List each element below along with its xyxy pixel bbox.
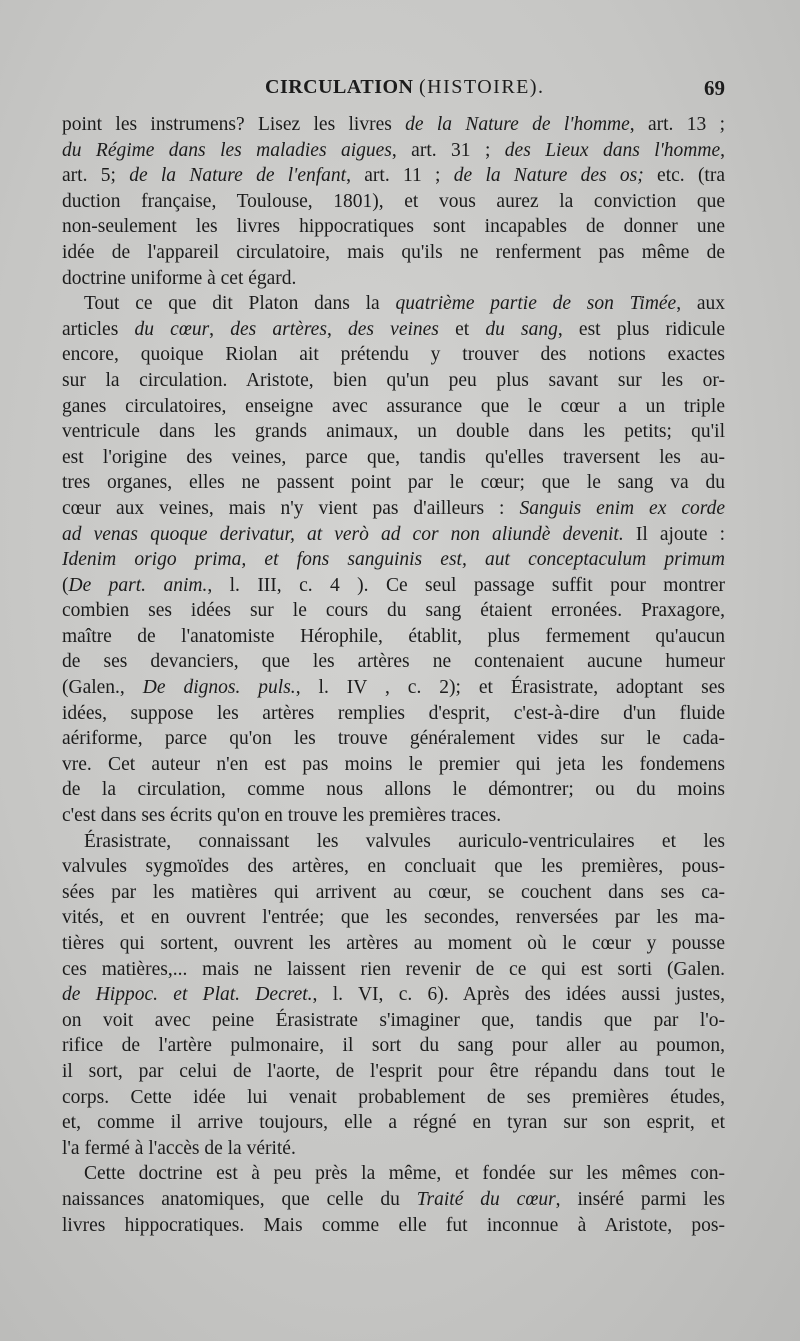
text-run: , l. IV , c. 2); et Érasistrate, adoptant ses: [295, 677, 725, 699]
text-run: , l. VI, c. 6). Après des idées aussi justes,: [312, 984, 725, 1006]
text-line: [62, 112, 725, 138]
italic-text: des Lieux dans l'homme: [504, 139, 721, 161]
text-run: idées, suppose les artères remplies d'esprit, c'est-à-dire d'un fluide: [62, 702, 725, 724]
text-line: [62, 1110, 725, 1136]
text-run: art. 5;: [62, 165, 130, 187]
running-title-subtitle: (HISTOIRE).: [418, 76, 545, 98]
text-line: [62, 317, 725, 343]
text-run: , art. 31 ;: [391, 139, 505, 161]
text-run: tres organes, elles ne passent point par le cœur; que le sang va du: [62, 472, 725, 494]
text-line: [62, 675, 725, 701]
text-run: vre. Cet auteur n'en est pas moins le premier qui jeta les fondemens: [62, 753, 725, 775]
text-run: livres hippocratiques. Mais comme elle fut inconnue à Aristote, pos-: [62, 1214, 725, 1236]
text-run: idée de l'appareil circulatoire, mais qu'ils ne renferment pas même de: [62, 241, 725, 263]
text-run: sées par les matières qui arrivent au cœur, se couchent dans ses ca-: [62, 881, 725, 903]
text-run: est l'origine des veines, parce que, tandis qu'elles traversent les au-: [62, 446, 725, 468]
text-line: [62, 138, 725, 164]
italic-text: Idenim origo prima, et fons sanguinis est, aut conceptaculum primum: [62, 549, 725, 571]
text-line: [62, 266, 725, 292]
italic-text: de la Nature de l'enfant: [129, 165, 347, 187]
italic-text: des artères: [230, 318, 327, 340]
text-run: Érasistrate, connaissant les valvules auriculo-ventriculaires et les: [84, 830, 725, 852]
italic-text: du sang: [485, 318, 558, 340]
text-line: [62, 1187, 725, 1213]
italic-text: de la Nature des os;: [453, 165, 644, 187]
text-line: [62, 470, 725, 496]
text-run: non-seulement les livres hippocratiques sont incapables de donner une: [62, 216, 725, 238]
running-title-main: CIRCULATION: [265, 76, 414, 98]
text-line: [62, 1161, 725, 1187]
italic-text: du cœur: [134, 318, 210, 340]
text-line: [62, 1213, 725, 1239]
text-run: c'est dans ses écrits qu'on en trouve les premières traces.: [62, 805, 502, 827]
text-line: [62, 624, 725, 650]
text-run: aériforme, parce qu'on les trouve généralement vides sur le cada-: [62, 728, 725, 750]
text-run: (: [62, 574, 69, 596]
text-line: [62, 291, 725, 317]
text-line: [62, 803, 725, 829]
text-run: il sort, par celui de l'aorte, de l'esprit pour être répandu dans tout le: [62, 1060, 725, 1082]
text-run: l'a fermé à l'accès de la vérité.: [62, 1137, 296, 1159]
text-run: ganes circulatoires, enseigne avec assurance que le cœur a un triple: [62, 395, 725, 417]
text-run: , aux: [676, 293, 725, 315]
italic-text: de Hippoc. et Plat. Decret.: [62, 984, 313, 1006]
text-line: [62, 854, 725, 880]
text-line: [62, 880, 725, 906]
text-run: ,: [720, 139, 725, 161]
text-line: [62, 419, 725, 445]
italic-text: De dignos. puls.: [142, 677, 296, 699]
text-run: ces matières,... mais ne laissent rien revenir de ce qui est sorti (Galen.: [62, 958, 725, 980]
text-run: de la circulation, comme nous allons le démontrer; ou du moins: [62, 779, 725, 801]
text-line: [62, 496, 725, 522]
text-line: [62, 752, 725, 778]
text-run: maître de l'anatomiste Hérophile, établit, plus fermement qu'aucun: [62, 625, 725, 647]
text-line: [62, 547, 725, 573]
page-header: [60, 76, 725, 106]
text-run: combien ses idées sur le cours du sang étaient erronées. Praxagore,: [62, 600, 725, 622]
text-run: duction française, Toulouse, 1801), et vous aurez la conviction que: [62, 190, 725, 212]
italic-text: des veines: [348, 318, 439, 340]
text-line: [62, 163, 725, 189]
text-run: encore, quoique Riolan ait prétendu y trouver des notions exactes: [62, 344, 725, 366]
text-run: corps. Cette idée lui venait probablement de ses premières études,: [62, 1086, 725, 1108]
italic-text: du Régime dans les maladies aigues: [62, 139, 392, 161]
text-line: [62, 1033, 725, 1059]
text-run: ,: [209, 318, 231, 340]
text-line: [62, 649, 725, 675]
text-run: , inséré parmi les: [555, 1188, 725, 1210]
text-run: , art. 13 ;: [629, 114, 725, 135]
text-line: [62, 368, 725, 394]
text-run: de ses devanciers, que les artères ne contenaient aucune humeur: [62, 651, 725, 673]
text-run: ,: [326, 318, 348, 340]
text-line: [62, 701, 725, 727]
text-line: [62, 957, 725, 983]
text-run: et: [438, 318, 486, 340]
text-run: rifice de l'artère pulmonaire, il sort du sang pour aller au poumon,: [62, 1035, 725, 1057]
text-run: doctrine uniforme à cet égard.: [62, 267, 297, 289]
italic-text: de la Nature de l'homme: [405, 114, 630, 135]
italic-text: Traité du cœur: [416, 1188, 556, 1210]
text-run: valvules sygmoïdes des artères, en concluait que les premières, pous-: [62, 856, 725, 878]
italic-text: De part. anim.: [68, 574, 208, 596]
text-run: , l. III, c. 4 ). Ce seul passage suffit pour montrer: [207, 574, 725, 596]
page-number: 69: [704, 76, 725, 100]
text-line: [62, 1136, 725, 1162]
text-line: [62, 1085, 725, 1111]
text-run: Tout ce que dit Platon dans la: [84, 293, 396, 315]
italic-text: ad venas quoque derivatur, at verò ad cor non aliundè devenit.: [62, 523, 624, 545]
text-run: naissances anatomiques, que celle du: [62, 1188, 417, 1210]
text-line: [62, 829, 725, 855]
text-run: on voit avec peine Érasistrate s'imaginer que, tandis que par l'o-: [62, 1009, 725, 1031]
text-line: [62, 726, 725, 752]
text-line: [62, 905, 725, 931]
text-run: vités, et en ouvrent l'entrée; que les secondes, renversées par les ma-: [62, 907, 725, 929]
text-line: [62, 342, 725, 368]
text-run: Il ajoute :: [623, 523, 725, 545]
text-run: cœur aux veines, mais n'y vient pas d'ailleurs :: [62, 497, 520, 519]
text-run: ventricule dans les grands animaux, un double dans les petits; qu'il: [62, 421, 725, 443]
text-line: [62, 445, 725, 471]
text-line: [62, 522, 725, 548]
text-line: [62, 189, 725, 215]
text-line: [62, 982, 725, 1008]
body-text: [62, 112, 725, 1238]
text-line: [62, 1008, 725, 1034]
text-run: articles: [62, 318, 135, 340]
text-run: tières qui sortent, ouvrent les artères au moment où le cœur y pousse: [62, 933, 725, 954]
text-line: [62, 1059, 725, 1085]
running-title: [265, 76, 545, 99]
italic-text: Sanguis enim ex corde: [519, 497, 725, 519]
text-run: , art. 11 ;: [346, 165, 454, 187]
text-run: , est plus ridicule: [557, 318, 725, 340]
text-line: [62, 573, 725, 599]
italic-text: quatrième partie de son Timée: [395, 293, 677, 315]
text-line: [62, 777, 725, 803]
text-run: Cette doctrine est à peu près la même, et fondée sur les mêmes con-: [84, 1163, 725, 1185]
text-run: etc. (tra: [643, 165, 725, 187]
text-run: (Galen.,: [62, 677, 143, 699]
text-run: point les instrumens? Lisez les livres: [62, 114, 406, 135]
text-run: et, comme il arrive toujours, elle a régné en tyran sur son esprit, et: [62, 1112, 725, 1134]
text-line: [62, 240, 725, 266]
text-line: [62, 598, 725, 624]
text-line: [62, 931, 725, 957]
text-run: sur la circulation. Aristote, bien qu'un peu plus savant sur les or-: [62, 369, 725, 391]
text-line: [62, 394, 725, 420]
text-line: [62, 214, 725, 240]
